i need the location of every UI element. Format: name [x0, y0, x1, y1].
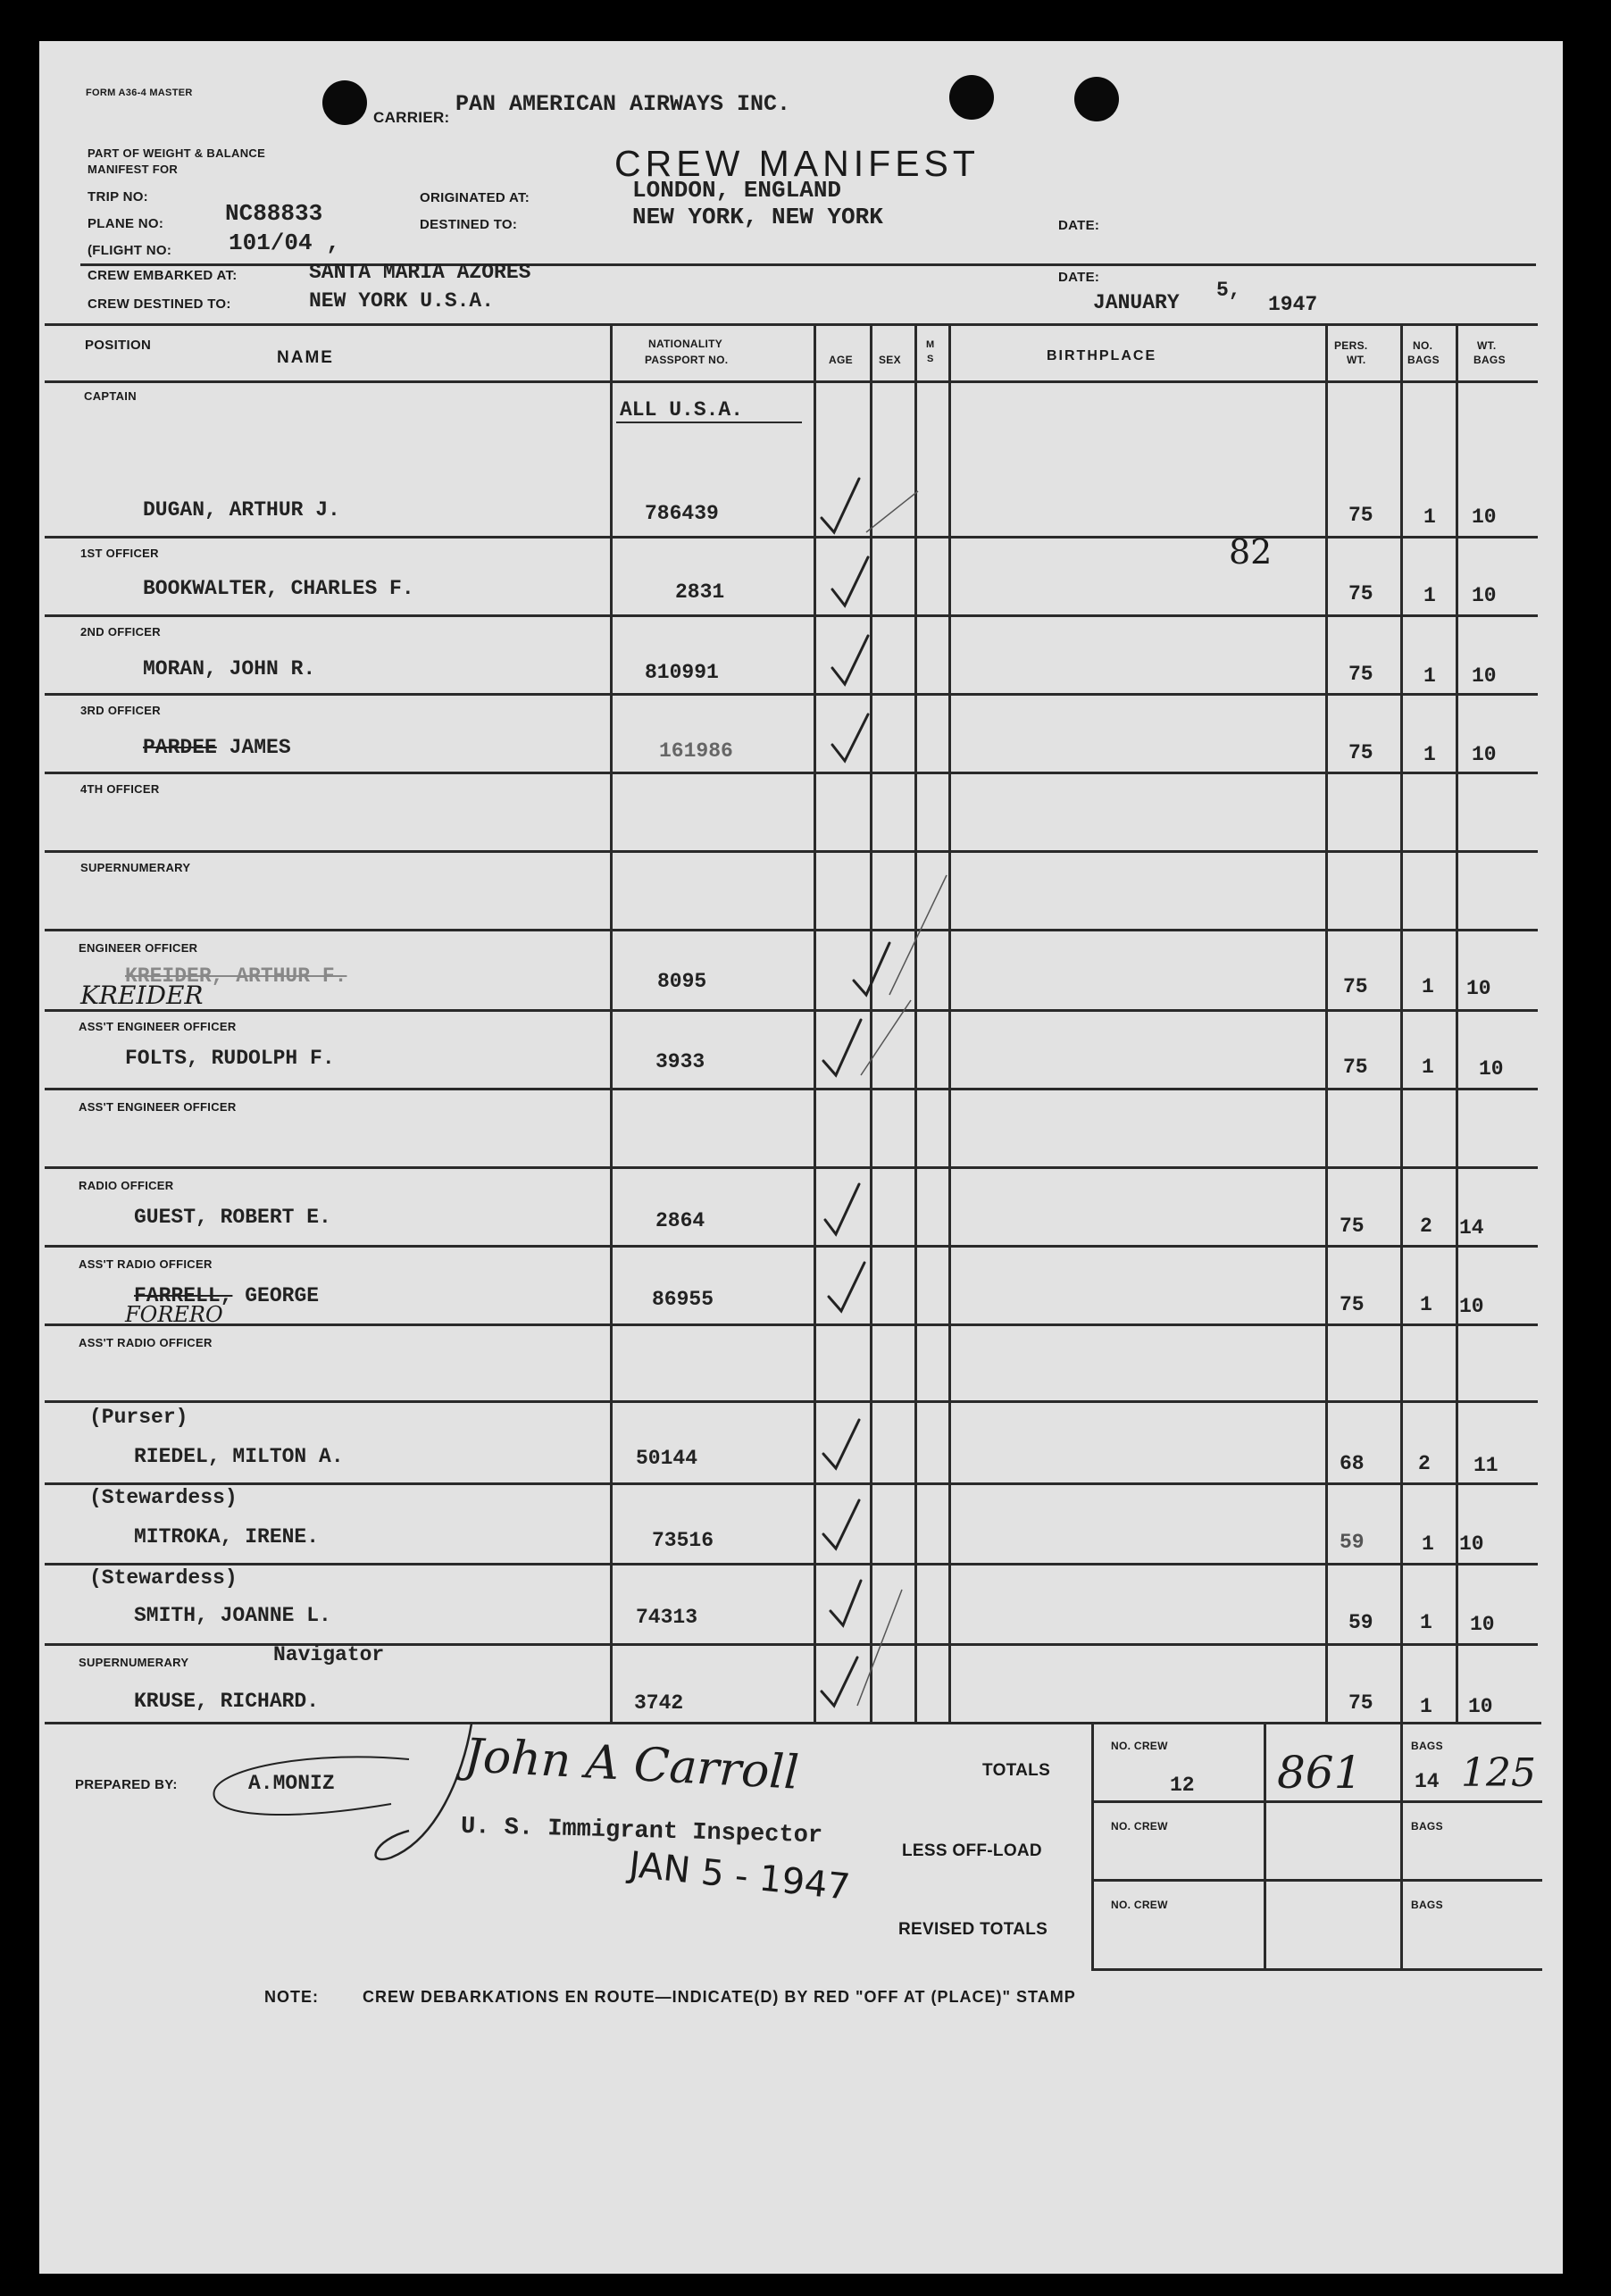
position-first-officer: 1ST OFFICER	[80, 547, 159, 560]
bags-supernumerary-2: 1	[1420, 1695, 1432, 1718]
pers-third-officer: 75	[1348, 741, 1373, 764]
revised-totals-label: REVISED TOTALS	[898, 1920, 1048, 1939]
pers-purser: 68	[1340, 1452, 1365, 1475]
pers-asst-radio-1: 75	[1340, 1293, 1365, 1316]
passport-asst-engineer-1: 3933	[655, 1050, 705, 1073]
col-line-wt	[1456, 323, 1458, 1722]
name-purser: RIEDEL, MILTON A.	[134, 1445, 344, 1468]
row-rule-captain	[45, 536, 1538, 539]
position-fourth-officer: 4TH OFFICER	[80, 782, 160, 796]
total-crew: 12	[1170, 1774, 1195, 1797]
nationality-note: ALL U.S.A.	[620, 398, 744, 422]
name-third-struck: PARDEE	[143, 736, 217, 759]
position-asst-engineer-2: ASS'T ENGINEER OFFICER	[79, 1100, 237, 1114]
check-icon	[825, 1184, 859, 1234]
date-label-2: DATE:	[1058, 270, 1100, 285]
passport-second-officer: 810991	[645, 661, 719, 684]
bags-label-totals: BAGS	[1411, 1740, 1443, 1752]
totals-box-bottom	[1091, 1968, 1542, 1971]
passport-stewardess-1: 73516	[652, 1529, 714, 1552]
col-age: AGE	[829, 354, 853, 366]
row-rule-asst-radio1	[45, 1323, 1538, 1326]
position-purser: (Purser)	[89, 1406, 188, 1429]
plane-label: PLANE NO:	[88, 216, 164, 231]
total-bag-weight: 125	[1461, 1750, 1536, 1796]
col-ms-s: S	[927, 354, 934, 364]
col-line-pers	[1325, 323, 1328, 1722]
wt-captain: 10	[1472, 505, 1497, 529]
position-navigator: Navigator	[273, 1643, 385, 1666]
position-supernumerary: SUPERNUMERARY	[80, 861, 191, 874]
bags-asst-engineer-1: 1	[1422, 1056, 1434, 1079]
date-day: 5,	[1216, 279, 1241, 302]
col-wt: WT.	[1477, 339, 1497, 352]
row-rule-engineer	[45, 1009, 1538, 1012]
inspector-stamp: U. S. Immigrant Inspector	[460, 1813, 823, 1850]
row-rule-asst-eng1	[45, 1088, 1538, 1090]
pencil-stroke	[889, 875, 947, 995]
name-first-officer: BOOKWALTER, CHARLES F.	[143, 577, 414, 600]
crew-destined-label: CREW DESTINED TO:	[88, 296, 231, 312]
col-name: NAME	[277, 348, 334, 367]
pencil-stroke	[857, 1590, 902, 1706]
name-third-given: JAMES	[229, 736, 291, 759]
pers-captain: 75	[1348, 504, 1373, 527]
note-label: NOTE:	[264, 1988, 319, 2006]
prepared-by-label: PREPARED BY:	[75, 1777, 178, 1792]
totals-box-left	[1091, 1722, 1094, 1970]
column-header-rule	[45, 380, 1538, 383]
passport-captain: 786439	[645, 502, 719, 525]
date-year: 1947	[1268, 293, 1318, 316]
col-pers: PERS.	[1334, 339, 1368, 352]
originated-value: LONDON, ENGLAND	[632, 177, 842, 204]
page-title: CREW MANIFEST	[614, 143, 980, 184]
totals-box-bags	[1400, 1722, 1403, 1970]
check-icon	[832, 714, 868, 761]
wt-stewardess-1: 10	[1459, 1532, 1484, 1556]
passport-engineer: 8095	[657, 970, 707, 993]
bags-purser: 2	[1418, 1452, 1431, 1475]
destined-value: NEW YORK, NEW YORK	[632, 204, 883, 230]
col-wt-bags: BAGS	[1473, 354, 1506, 366]
check-icon	[832, 636, 868, 684]
name-asst-radio-given: GEORGE	[245, 1284, 320, 1307]
wt-purser: 11	[1473, 1454, 1498, 1477]
part-of-label: PART OF WEIGHT & BALANCE	[88, 146, 266, 160]
check-icon	[823, 1420, 859, 1468]
col-birthplace: BIRTHPLACE	[1047, 348, 1157, 363]
position-stewardess-1: (Stewardess)	[89, 1486, 238, 1509]
name-asst-radio-handwritten: FORERO	[125, 1302, 223, 1327]
position-asst-radio-1: ASS'T RADIO OFFICER	[79, 1257, 213, 1271]
row-rule-supernum	[45, 929, 1538, 931]
header-rule	[80, 263, 1536, 266]
name-captain: DUGAN, ARTHUR J.	[143, 498, 340, 522]
name-asst-engineer-1: FOLTS, RUDOLPH F.	[125, 1047, 335, 1070]
totals-box-mid	[1264, 1722, 1266, 1970]
wt-stewardess-2: 10	[1470, 1613, 1495, 1636]
col-passport: PASSPORT NO.	[645, 354, 729, 366]
annotation-82: 82	[1229, 532, 1273, 572]
bags-engineer: 1	[1422, 975, 1434, 998]
wt-asst-radio-1: 10	[1459, 1295, 1484, 1318]
name-third-officer	[143, 736, 291, 759]
bags-label-revised: BAGS	[1411, 1899, 1443, 1911]
note-text: CREW DEBARKATIONS EN ROUTE—INDICATE(D) BY RED "OFF AT (PLACE)" STAMP	[363, 1988, 1076, 2006]
manifest-for-label: MANIFEST FOR	[88, 163, 179, 176]
wt-second-officer: 10	[1472, 664, 1497, 688]
destined-label: DESTINED TO:	[420, 217, 518, 232]
check-icon	[822, 1657, 857, 1706]
flight-label: (FLIGHT NO:	[88, 243, 172, 258]
trip-label: TRIP NO:	[88, 189, 148, 205]
pencil-stroke	[861, 1000, 911, 1075]
table-top-rule	[45, 323, 1538, 326]
passport-third-officer: 161986	[659, 739, 733, 763]
crew-embarked-label: CREW EMBARKED AT:	[88, 268, 238, 283]
position-asst-engineer-1: ASS'T ENGINEER OFFICER	[79, 1020, 237, 1033]
totals-label: TOTALS	[982, 1761, 1051, 1780]
wt-engineer: 10	[1466, 977, 1491, 1000]
stamp-date: JAN 5 - 1947	[627, 1844, 852, 1908]
bags-second-officer: 1	[1423, 664, 1436, 688]
crew-destined-value: NEW YORK U.S.A.	[309, 289, 495, 313]
col-pers-wt: WT.	[1347, 354, 1366, 366]
bags-stewardess-1: 1	[1422, 1532, 1434, 1556]
bags-third-officer: 1	[1423, 743, 1436, 766]
row-rule-fourth	[45, 850, 1538, 853]
pers-asst-engineer-1: 75	[1343, 1056, 1368, 1079]
col-sex: SEX	[879, 354, 901, 366]
col-position: POSITION	[85, 338, 152, 353]
check-icon	[822, 479, 859, 532]
pers-second-officer: 75	[1348, 663, 1373, 686]
name-supernumerary-2: KRUSE, RICHARD.	[134, 1690, 320, 1713]
wt-asst-engineer-1: 10	[1479, 1057, 1504, 1081]
passport-purser: 50144	[636, 1447, 698, 1470]
wt-radio-officer: 14	[1459, 1216, 1484, 1240]
prepared-by-value: A.MONIZ	[248, 1772, 335, 1795]
position-second-officer: 2ND OFFICER	[80, 625, 161, 639]
position-captain: CAPTAIN	[84, 389, 137, 403]
check-icon	[831, 1581, 861, 1625]
wt-supernumerary-2: 10	[1468, 1695, 1493, 1718]
pers-stewardess-1: 59	[1340, 1531, 1365, 1554]
bags-radio-officer: 2	[1420, 1215, 1432, 1238]
total-weight: 861	[1277, 1747, 1363, 1799]
name-second-officer: MORAN, JOHN R.	[143, 657, 316, 680]
col-line-bags	[1400, 323, 1403, 1722]
form-number: FORM A36-4 MASTER	[86, 88, 193, 98]
pers-engineer: 75	[1343, 975, 1368, 998]
date-month: JANUARY	[1093, 291, 1180, 314]
col-nationality: NATIONALITY	[648, 338, 723, 350]
passport-first-officer: 2831	[675, 580, 725, 604]
col-ms-m: M	[926, 339, 935, 350]
age-check-marks	[804, 447, 982, 1732]
bags-label-less: BAGS	[1411, 1820, 1443, 1833]
row-rule-first	[45, 614, 1538, 617]
totals-row-rule-2	[1091, 1879, 1542, 1882]
originated-label: ORIGINATED AT:	[420, 190, 530, 205]
bags-captain: 1	[1423, 505, 1436, 529]
passport-supernumerary-2: 3742	[634, 1691, 684, 1715]
carrier-value: PAN AMERICAN AIRWAYS INC.	[455, 91, 791, 117]
col-line-passport	[610, 323, 613, 1722]
passport-stewardess-2: 74313	[636, 1606, 698, 1629]
name-stewardess-2: SMITH, JOANNE L.	[134, 1604, 331, 1627]
check-icon	[854, 943, 889, 995]
name-stewardess-1: MITROKA, IRENE.	[134, 1525, 320, 1549]
signature: John A Carroll	[463, 1729, 801, 1800]
position-asst-radio-2: ASS'T RADIO OFFICER	[79, 1336, 213, 1349]
row-rule-second	[45, 693, 1538, 696]
pers-stewardess-2: 59	[1348, 1611, 1373, 1634]
row-rule-radio	[45, 1245, 1538, 1248]
carrier-label: CARRIER:	[373, 109, 450, 126]
crew-embarked-value: SANTA MARIA AZORES	[309, 261, 531, 284]
wt-first-officer: 10	[1472, 584, 1497, 607]
pers-supernumerary-2: 75	[1348, 1691, 1373, 1715]
no-crew-label-totals: NO. CREW	[1111, 1740, 1168, 1752]
punch-hole-middle	[949, 75, 994, 120]
row-rule-asst-radio2	[45, 1400, 1538, 1403]
bags-asst-radio-1: 1	[1420, 1293, 1432, 1316]
flight-value: 101/04 ,	[229, 230, 340, 256]
position-supernumerary-2: SUPERNUMERARY	[79, 1656, 189, 1669]
check-icon	[832, 557, 868, 605]
row-rule-stew1	[45, 1563, 1538, 1565]
row-rule-third	[45, 772, 1538, 774]
nationality-underline	[616, 422, 802, 423]
check-icon	[823, 1500, 859, 1549]
name-engineer-handwritten: KREIDER	[80, 981, 204, 1010]
totals-row-rule-1	[1091, 1800, 1542, 1803]
check-icon	[829, 1263, 864, 1311]
date-label-1: DATE:	[1058, 218, 1100, 233]
wt-third-officer: 10	[1472, 743, 1497, 766]
pers-first-officer: 75	[1348, 582, 1373, 605]
position-radio-officer: RADIO OFFICER	[79, 1179, 174, 1192]
position-third-officer: 3RD OFFICER	[80, 704, 161, 717]
punch-hole-right	[1074, 77, 1119, 121]
passport-asst-radio-1: 86955	[652, 1288, 714, 1311]
name-asst-radio-struck: FARRELL,	[134, 1284, 233, 1307]
total-bags: 14	[1415, 1770, 1440, 1793]
name-engineer-struck: KREIDER, ARTHUR F.	[125, 964, 347, 988]
less-off-load-label: LESS OFF-LOAD	[902, 1841, 1042, 1860]
pencil-stroke	[866, 491, 918, 532]
bags-first-officer: 1	[1423, 584, 1436, 607]
name-radio-officer: GUEST, ROBERT E.	[134, 1206, 331, 1229]
check-icon	[823, 1020, 861, 1075]
plane-value: NC88833	[225, 200, 323, 227]
col-bags: NO.	[1413, 339, 1433, 352]
passport-radio-officer: 2864	[655, 1209, 705, 1232]
bags-stewardess-2: 1	[1420, 1611, 1432, 1634]
col-bags-no: BAGS	[1407, 354, 1440, 366]
no-crew-label-revised: NO. CREW	[1111, 1899, 1168, 1911]
row-rule-asst-eng2	[45, 1166, 1538, 1169]
row-rule-purser	[45, 1482, 1538, 1485]
no-crew-label-less: NO. CREW	[1111, 1820, 1168, 1833]
punch-hole-left	[322, 80, 367, 125]
manifest-page	[39, 41, 1563, 2274]
position-engineer-officer: ENGINEER OFFICER	[79, 941, 198, 955]
row-rule-stew2	[45, 1643, 1538, 1646]
position-stewardess-2: (Stewardess)	[89, 1566, 238, 1590]
pers-radio-officer: 75	[1340, 1215, 1365, 1238]
